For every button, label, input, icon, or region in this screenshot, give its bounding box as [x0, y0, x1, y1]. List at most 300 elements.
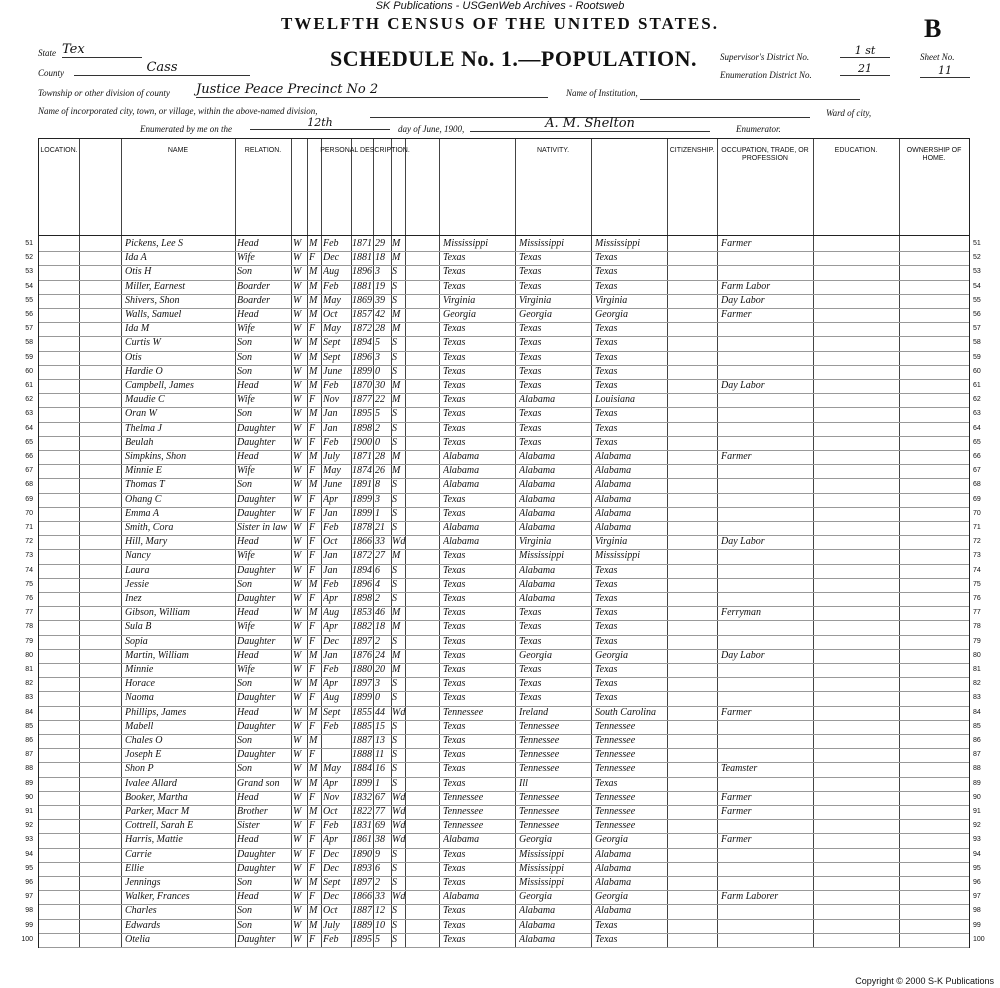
cell-sex: M: [309, 763, 318, 775]
row-number-right: 65: [973, 438, 981, 446]
cell-color: W: [293, 564, 302, 576]
cell-mother: Mississippi: [595, 238, 641, 249]
cell-year: 1887: [352, 905, 372, 917]
cell-birth: Texas: [443, 365, 466, 377]
cell-mother: Texas: [595, 266, 618, 278]
cell-month: Oct: [323, 309, 338, 320]
cell-year: 1869: [352, 294, 372, 306]
cell-sex: F: [309, 621, 316, 633]
cell-mother: Mississippi: [595, 550, 641, 562]
cell-month: Jan: [323, 408, 338, 420]
cell-sex: F: [309, 422, 316, 434]
cell-rel: Sister in law: [237, 522, 288, 533]
cell-sex: M: [309, 294, 318, 306]
cell-sex: M: [309, 365, 318, 377]
cell-father: Texas: [519, 607, 542, 619]
cell-year: 1900: [352, 436, 372, 448]
row-number: 53: [25, 268, 33, 276]
cell-color: W: [293, 536, 302, 548]
cell-birth: Alabama: [443, 522, 480, 533]
cell-month: Feb: [323, 664, 339, 675]
row-number-right: 83: [973, 694, 981, 702]
cell-ms: Wd: [392, 791, 406, 803]
cell-color: W: [293, 493, 302, 505]
cell-sex: F: [309, 820, 316, 832]
cell-age: 3: [375, 266, 380, 278]
row-number-right: 67: [973, 467, 981, 475]
cell-mother: Tennessee: [595, 791, 636, 803]
cell-sex: M: [309, 337, 318, 349]
cell-age: 9: [375, 848, 380, 860]
cell-birth: Georgia: [443, 309, 476, 320]
cell-mother: Tennessee: [595, 749, 636, 761]
supervisor-value: 1 st: [840, 44, 890, 58]
cell-year: 1866: [352, 891, 372, 903]
cell-rel: Head: [237, 834, 259, 846]
cell-father: Alabama: [519, 507, 556, 519]
cell-occ: Day Labor: [721, 649, 765, 661]
row-number: 91: [25, 808, 33, 815]
cell-birth: Texas: [443, 919, 466, 931]
cell-ms: S: [392, 933, 397, 945]
cell-ms: S: [392, 337, 397, 349]
cell-mother: Tennessee: [595, 806, 636, 817]
cell-mother: Texas: [595, 919, 618, 931]
cell-birth: Texas: [443, 607, 466, 619]
cell-month: Feb: [323, 238, 339, 249]
cell-birth: Texas: [443, 323, 466, 335]
cell-ms: S: [392, 678, 397, 690]
cell-color: W: [293, 465, 302, 477]
township-label: Township or other division of county: [38, 88, 170, 98]
cell-father: Alabama: [519, 479, 556, 491]
cell-age: 2: [375, 635, 380, 647]
cell-name: Martin, William: [125, 649, 189, 661]
cell-rel: Daughter: [237, 692, 276, 704]
cell-ms: S: [392, 294, 397, 306]
cell-birth: Texas: [443, 877, 466, 888]
cell-year: 1822: [352, 806, 372, 817]
cell-ms: S: [392, 877, 397, 888]
row-number: 96: [25, 879, 33, 886]
cell-name: Jennings: [125, 877, 161, 888]
cell-father: Texas: [519, 337, 542, 349]
cell-birth: Texas: [443, 493, 466, 505]
cell-ms: M: [392, 394, 401, 406]
cell-ms: S: [392, 749, 397, 761]
cell-color: W: [293, 749, 302, 761]
cell-name: Ellie: [125, 862, 144, 874]
cell-name: Thomas T: [125, 479, 165, 491]
cell-age: 0: [375, 436, 380, 448]
cell-month: Sept: [323, 706, 341, 718]
enumerator-value: A. M. Shelton: [470, 116, 710, 132]
cell-year: 1870: [352, 380, 372, 391]
county-label: County: [38, 68, 64, 78]
cell-year: 1899: [352, 507, 372, 519]
cell-year: 1861: [352, 834, 372, 846]
row-number: 69: [25, 495, 33, 503]
cell-year: 1895: [352, 933, 372, 945]
cell-name: Minnie E: [125, 465, 162, 477]
row-number-right: 77: [973, 609, 981, 617]
cell-birth: Virginia: [443, 294, 476, 306]
cell-ms: S: [392, 351, 397, 363]
cell-father: Alabama: [519, 522, 556, 533]
cell-year: 1897: [352, 877, 372, 888]
cell-rel: Sister: [237, 820, 260, 832]
cell-year: 1896: [352, 266, 372, 278]
cell-rel: Daughter: [237, 749, 276, 761]
cell-year: 1896: [352, 351, 372, 363]
cell-birth: Alabama: [443, 451, 480, 462]
cell-year: 1881: [352, 252, 372, 264]
cell-name: Otelia: [125, 933, 150, 945]
cell-month: Feb: [323, 280, 339, 292]
cell-rel: Son: [237, 365, 252, 377]
cell-age: 18: [375, 621, 385, 633]
cell-sex: F: [309, 635, 316, 647]
cell-year: 1878: [352, 522, 372, 533]
cell-sex: F: [309, 536, 316, 548]
cell-ms: Wd: [392, 706, 406, 718]
cell-year: 1899: [352, 365, 372, 377]
cell-occ: Farmer: [721, 806, 752, 817]
row-number: 100: [21, 935, 33, 943]
cell-father: Alabama: [519, 593, 556, 604]
cell-name: Edwards: [125, 919, 161, 931]
cell-color: W: [293, 550, 302, 562]
cell-ms: S: [392, 479, 397, 491]
cell-birth: Alabama: [443, 479, 480, 491]
cell-name: Minnie: [125, 664, 154, 675]
cell-color: W: [293, 351, 302, 363]
cell-name: Smith, Cora: [125, 522, 174, 533]
row-number: 54: [25, 282, 33, 290]
cell-age: 10: [375, 919, 385, 931]
cell-name: Maudie C: [125, 394, 165, 406]
cell-occ: Farmer: [721, 238, 752, 249]
cell-father: Mississippi: [519, 877, 565, 888]
cell-father: Mississippi: [519, 862, 565, 874]
row-number: 61: [25, 382, 33, 389]
cell-year: 1888: [352, 749, 372, 761]
census-title: TWELFTH CENSUS OF THE UNITED STATES.: [281, 14, 719, 33]
cell-father: Texas: [519, 678, 542, 690]
cell-birth: Texas: [443, 905, 466, 917]
hdr-education: EDUCATION.: [834, 147, 878, 154]
cell-month: May: [323, 294, 341, 306]
cell-birth: Texas: [443, 621, 466, 633]
cell-mother: Texas: [595, 578, 618, 590]
cell-mother: Texas: [595, 692, 618, 704]
cell-age: 24: [375, 649, 385, 661]
cell-mother: Louisiana: [595, 394, 636, 406]
cell-birth: Texas: [443, 664, 466, 675]
row-number: 58: [25, 339, 33, 347]
cell-ms: S: [392, 862, 397, 874]
cell-rel: Daughter: [237, 635, 276, 647]
row-number: 99: [25, 921, 33, 929]
cell-name: Walls, Samuel: [125, 309, 182, 320]
cell-father: Ill: [519, 777, 528, 789]
cell-color: W: [293, 479, 302, 491]
row-number-right: 51: [973, 240, 981, 247]
cell-mother: Georgia: [595, 309, 628, 320]
cell-age: 19: [375, 280, 385, 292]
cell-month: Dec: [323, 635, 340, 647]
cell-age: 0: [375, 365, 380, 377]
cell-rel: Son: [237, 678, 252, 690]
cell-occ: Day Labor: [721, 380, 765, 391]
cell-occ: Farmer: [721, 451, 752, 462]
cell-color: W: [293, 763, 302, 775]
row-number: 67: [25, 467, 33, 475]
cell-ms: Wd: [392, 806, 406, 817]
hdr-citizenship: CITIZENSHIP.: [669, 147, 715, 154]
cell-sex: M: [309, 607, 318, 619]
cell-color: W: [293, 919, 302, 931]
cell-rel: Wife: [237, 394, 255, 406]
cell-name: Gibson, William: [125, 607, 191, 619]
cell-year: 1891: [352, 479, 372, 491]
cell-father: Texas: [519, 664, 542, 675]
cell-occ: Teamster: [721, 763, 758, 775]
cell-sex: F: [309, 436, 316, 448]
cell-rel: Son: [237, 266, 252, 278]
cell-birth: Texas: [443, 351, 466, 363]
cell-age: 20: [375, 664, 385, 675]
cell-year: 1880: [352, 664, 372, 675]
cell-sex: F: [309, 664, 316, 675]
cell-ms: S: [392, 720, 397, 732]
cell-year: 1857: [352, 309, 372, 320]
cell-rel: Son: [237, 905, 252, 917]
cell-father: Texas: [519, 436, 542, 448]
cell-year: 1887: [352, 735, 372, 746]
cell-age: 28: [375, 451, 385, 462]
enumeration-value: 21: [840, 62, 890, 76]
cell-age: 3: [375, 493, 380, 505]
cell-rel: Head: [237, 791, 259, 803]
cell-sex: M: [309, 806, 318, 817]
cell-month: Apr: [323, 678, 338, 690]
cell-ms: M: [392, 664, 401, 675]
incorporated-label: Name of incorporated city, town, or village, within the above-named division,: [38, 106, 318, 116]
cell-birth: Texas: [443, 593, 466, 604]
cell-age: 69: [375, 820, 385, 832]
cell-color: W: [293, 593, 302, 604]
cell-father: Texas: [519, 351, 542, 363]
hdr-ownership: OWNERSHIP OF HOME.: [906, 147, 962, 162]
row-number-right: 74: [973, 566, 981, 574]
cell-father: Mississippi: [519, 238, 565, 249]
cell-month: Feb: [323, 522, 339, 533]
cell-father: Texas: [519, 621, 542, 633]
cell-sex: M: [309, 905, 318, 917]
cell-sex: M: [309, 735, 318, 746]
cell-birth: Mississippi: [443, 238, 489, 249]
cell-month: Apr: [323, 777, 338, 789]
cell-mother: Alabama: [595, 507, 632, 519]
cell-birth: Texas: [443, 635, 466, 647]
row-number-right: 64: [973, 424, 981, 432]
cell-mother: Texas: [595, 933, 618, 945]
cell-color: W: [293, 380, 302, 391]
cell-birth: Texas: [443, 408, 466, 420]
cell-father: Texas: [519, 408, 542, 420]
cell-month: Apr: [323, 493, 338, 505]
cell-age: 33: [375, 891, 385, 903]
census-table: [21, 138, 985, 948]
cell-father: Tennessee: [519, 749, 560, 761]
cell-name: Naoma: [125, 692, 154, 704]
cell-birth: Texas: [443, 720, 466, 732]
cell-ms: S: [392, 280, 397, 292]
cell-year: 1881: [352, 280, 372, 292]
cell-rel: Head: [237, 309, 259, 320]
row-number-right: 57: [973, 325, 981, 333]
cell-color: W: [293, 834, 302, 846]
cell-age: 11: [375, 749, 385, 761]
cell-month: Dec: [323, 862, 340, 874]
cell-name: Ivalee Allard: [125, 777, 177, 789]
cell-age: 6: [375, 862, 380, 874]
cell-color: W: [293, 507, 302, 519]
cell-sex: F: [309, 465, 316, 477]
schedule-title: SCHEDULE No. 1.—POPULATION.: [330, 46, 697, 71]
row-number-right: 66: [973, 453, 981, 460]
cell-year: 1884: [352, 763, 372, 775]
cell-father: Alabama: [519, 465, 556, 477]
row-number-right: 52: [973, 254, 981, 262]
cell-mother: Texas: [595, 436, 618, 448]
cell-father: Georgia: [519, 309, 552, 320]
cell-sex: F: [309, 862, 316, 874]
cell-ms: M: [392, 252, 401, 264]
cell-father: Virginia: [519, 294, 552, 306]
row-number: 74: [25, 566, 33, 574]
cell-mother: Texas: [595, 280, 618, 292]
row-number-right: 58: [973, 339, 981, 347]
cell-father: Tennessee: [519, 820, 560, 832]
row-number: 86: [25, 737, 33, 744]
cell-mother: Texas: [595, 252, 618, 264]
cell-sex: F: [309, 848, 316, 860]
cell-ms: S: [392, 635, 397, 647]
cell-age: 2: [375, 877, 380, 888]
cell-sex: F: [309, 749, 316, 761]
cell-mother: Texas: [595, 408, 618, 420]
cell-color: W: [293, 933, 302, 945]
cell-father: Alabama: [519, 933, 556, 945]
cell-month: Sept: [323, 337, 341, 349]
row-number: 81: [25, 666, 33, 673]
cell-birth: Alabama: [443, 891, 480, 903]
cell-name: Phillips, James: [125, 706, 187, 718]
cell-birth: Tennessee: [443, 820, 484, 832]
cell-birth: Texas: [443, 848, 466, 860]
row-number-right: 71: [973, 524, 981, 531]
township-value: Justice Peace Precinct No 2: [196, 82, 548, 98]
cell-mother: Tennessee: [595, 720, 636, 732]
cell-month: Jan: [323, 422, 338, 434]
cell-birth: Texas: [443, 578, 466, 590]
row-number: 56: [25, 311, 33, 318]
row-number: 68: [25, 481, 33, 489]
cell-age: 0: [375, 692, 380, 704]
row-number: 72: [25, 538, 33, 546]
cell-birth: Alabama: [443, 536, 480, 548]
row-number: 90: [25, 793, 33, 801]
row-number-right: 81: [973, 666, 981, 673]
cell-ms: Wd: [392, 536, 406, 548]
cell-birth: Alabama: [443, 834, 480, 846]
cell-birth: Tennessee: [443, 706, 484, 718]
cell-mother: Alabama: [595, 465, 632, 477]
cell-month: Jan: [323, 507, 338, 519]
cell-year: 1894: [352, 564, 372, 576]
cell-father: Texas: [519, 380, 542, 391]
cell-ms: S: [392, 919, 397, 931]
cell-ms: M: [392, 607, 401, 619]
row-number: 93: [25, 836, 33, 844]
cell-mother: Texas: [595, 607, 618, 619]
cell-month: Oct: [323, 536, 338, 548]
cell-rel: Daughter: [237, 848, 276, 860]
cell-father: Virginia: [519, 536, 552, 548]
watermark-text: SK Publications - USGenWeb Archives - Rootsweb: [375, 0, 625, 12]
row-number-right: 70: [973, 509, 981, 517]
cell-father: Mississippi: [519, 848, 565, 860]
cell-age: 26: [375, 465, 385, 477]
cell-year: 1853: [352, 607, 372, 619]
row-number: 63: [25, 410, 33, 418]
cell-ms: M: [392, 451, 401, 462]
cell-name: Horace: [125, 678, 155, 690]
cell-father: Georgia: [519, 834, 552, 846]
state-label: State: [38, 48, 56, 58]
row-number: 66: [25, 453, 33, 460]
row-number-right: 91: [973, 808, 981, 815]
hdr-location: LOCATION.: [40, 147, 78, 154]
cell-sex: M: [309, 408, 318, 420]
cell-rel: Boarder: [237, 280, 270, 292]
cell-rel: Daughter: [237, 564, 276, 576]
cell-name: Cottrell, Sarah E: [125, 820, 194, 832]
cell-rel: Head: [237, 536, 259, 548]
row-number-right: 68: [973, 481, 981, 489]
cell-year: 1872: [352, 550, 372, 562]
cell-ms: M: [392, 309, 401, 320]
cell-color: W: [293, 820, 302, 832]
cell-month: Feb: [323, 720, 339, 732]
row-number: 85: [25, 722, 33, 730]
row-number-right: 89: [973, 779, 981, 787]
cell-name: Charles: [125, 905, 157, 917]
cell-rel: Wife: [237, 465, 255, 477]
cell-ms: S: [392, 578, 397, 590]
cell-age: 29: [375, 238, 385, 249]
row-number-right: 99: [973, 921, 981, 929]
cell-name: Hill, Mary: [125, 536, 168, 548]
cell-name: Simpkins, Shon: [125, 451, 187, 462]
cell-birth: Texas: [443, 394, 466, 406]
hdr-occupation: OCCUPATION, TRADE, OR PROFESSION: [721, 147, 809, 162]
row-number-right: 63: [973, 410, 981, 418]
cell-father: Georgia: [519, 649, 552, 661]
row-number: 65: [25, 438, 33, 446]
